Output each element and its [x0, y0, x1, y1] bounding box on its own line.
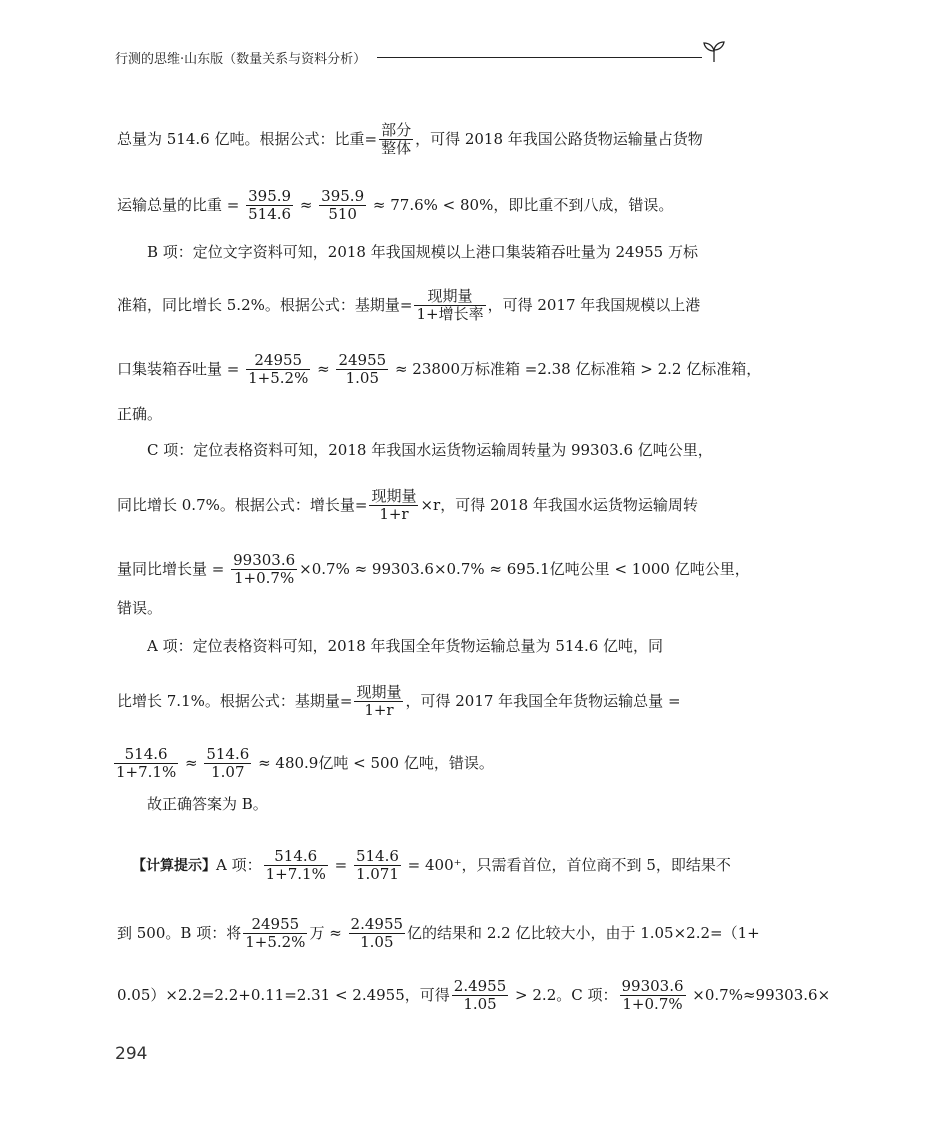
running-header: [115, 46, 715, 68]
fraction: $\frac{\text{部分}}{\text{整体}}$: [381, 121, 412, 158]
text-line: 0.05）×2.2=2.2+0.11=2.31 < 2.4955，可得 $\frac{2.4955}{1.05}$ > 2.2。C 项： $\frac{99303.6}{1+0.7\%}$ ×0.7%≈99303.6×: [117, 977, 831, 1014]
fraction: $\frac{\text{现期量}}{1+r}$: [356, 683, 402, 720]
fraction: $\frac{2.4955}{1.05}$: [350, 915, 404, 952]
text-line: 到 500。B 项：将 $\frac{24955}{1+5.2\%}$ 万 ≈ $\frac{2.4955}{1.05}$ 亿的结果和 2.2 亿比较大小，由于 1.05×2.2=（1+: [117, 915, 760, 952]
text-line: C 项：定位表格资料可知，2018 年我国水运货物运输周转量为 99303.6 亿吨公里，: [147, 441, 713, 459]
text-line: 总量为 514.6 亿吨。根据公式：比重= $\frac{\text{部分}}{\text{整体}}$ ，可得 2018 年我国公路货物运输量占货物: [117, 121, 703, 158]
text-line: 正确。: [117, 405, 163, 423]
text-line: A 项：定位表格资料可知，2018 年我国全年货物运输总量为 514.6 亿吨，同: [147, 637, 664, 655]
fraction: $\frac{514.6}{1.07}$: [206, 745, 250, 782]
fraction: $\frac{514.6}{1.071}$: [355, 847, 399, 884]
fraction: $\frac{514.6}{1+7.1\%}$: [265, 847, 326, 884]
fraction: $\frac{24955}{1+5.2\%}$: [248, 351, 309, 388]
text-line: 【计算提示】A 项： $\frac{514.6}{1+7.1\%}$ = $\frac{514.6}{1.071}$ = 400⁺，只需看首位，首位商不到 5，即结果不: [132, 847, 731, 884]
text-line: 故正确答案为 B。: [147, 795, 268, 813]
header-rule: [377, 57, 702, 58]
fraction: $\frac{\text{现期量}}{1+r}$: [371, 487, 417, 524]
fraction: $\frac{\text{现期量}}{\text{1+增长率}}$: [416, 287, 484, 324]
header-title: 行测的思维·山东版（数量关系与资料分析）: [115, 52, 367, 67]
page-number: 294: [115, 1044, 148, 1064]
fraction: $\frac{24955}{1.05}$: [338, 351, 387, 388]
text-line: 比增长 7.1%。根据公式：基期量= $\frac{\text{现期量}}{1+r}$ ，可得 2017 年我国全年货物运输总量 =: [117, 683, 681, 720]
text-line: B 项：定位文字资料可知，2018 年我国规模以上港口集装箱吞吐量为 24955 万标: [147, 243, 698, 261]
text-line: 准箱，同比增长 5.2%。根据公式：基期量= $\frac{\text{现期量}}{\text{1+增长率}}$ ，可得 2017 年我国规模以上港: [117, 287, 701, 324]
fraction: $\frac{514.6}{1+7.1\%}$: [116, 745, 177, 782]
fraction: $\frac{24955}{1+5.2\%}$: [245, 915, 306, 952]
fraction: $\frac{395.9}{510}$: [321, 187, 365, 224]
text-line: 错误。: [117, 599, 163, 617]
calc-tip-label: 【计算提示】: [132, 857, 216, 874]
fraction: $\frac{99303.6}{1+0.7\%}$: [621, 977, 684, 1014]
fraction: $\frac{99303.6}{1+0.7\%}$: [233, 551, 296, 588]
fraction: $\frac{395.9}{514.6}$: [248, 187, 292, 224]
fraction: $\frac{2.4955}{1.05}$: [453, 977, 507, 1014]
text-line: 口集装箱吞吐量 = $\frac{24955}{1+5.2\%}$ ≈ $\frac{24955}{1.05}$ ≈ 23800万标准箱 =2.38 亿标准箱 > 2.2 亿标准箱，: [117, 351, 762, 388]
text-line: 运输总量的比重 = $\frac{395.9}{514.6}$ ≈ $\frac{395.9}{510}$ ≈ 77.6% < 80%，即比重不到八成，错误。: [117, 187, 674, 224]
text-line: $\frac{514.6}{1+7.1\%}$ ≈ $\frac{514.6}{1.07}$ ≈ 480.9亿吨 < 500 亿吨，错误。: [116, 745, 494, 782]
text-line: 同比增长 0.7%。根据公式：增长量= $\frac{\text{现期量}}{1+r}$ ×r，可得 2018 年我国水运货物运输周转: [117, 487, 698, 524]
text-line: 量同比增长量 = $\frac{99303.6}{1+0.7\%}$ ×0.7% ≈ 99303.6×0.7% ≈ 695.1亿吨公里 < 1000 亿吨公里，: [117, 551, 750, 588]
sprout-logo-icon: [701, 38, 727, 64]
